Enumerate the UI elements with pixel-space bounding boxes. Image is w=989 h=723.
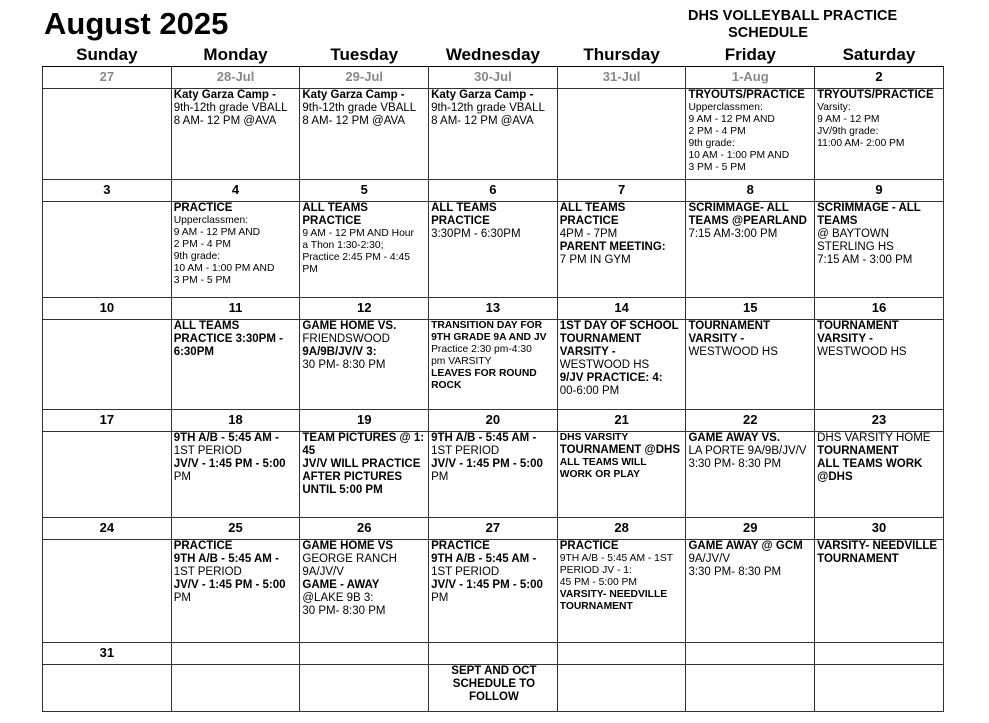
event-line: 9th grade: (173, 251, 221, 262)
event-line: VARSITY- NEEDVILLE (817, 540, 938, 552)
event-line: ALL TEAMS (173, 320, 240, 332)
day-number: 4 (171, 180, 300, 202)
event-line: Upperclassmen: (173, 215, 249, 226)
day-events-cell (43, 202, 172, 298)
day-number: 28 (557, 518, 686, 540)
event-line: Upperclassmen: (688, 102, 763, 113)
day-events-cell (815, 320, 944, 410)
day-number: 2 (815, 67, 944, 89)
event-line: PM (431, 471, 449, 483)
day-events-cell (557, 89, 686, 180)
event-line: GAME - AWAY (302, 579, 380, 591)
event-line: 10 AM - 1:00 PM AND (173, 263, 275, 274)
event-line: 8 AM- 12 PM @AVA (173, 115, 277, 127)
event-line: SCRIMMAGE - ALL (817, 202, 921, 214)
event-line: 9TH A/B - 5:45 AM - 1ST (559, 553, 674, 564)
event-line: TEAM PICTURES @ 1: (302, 432, 425, 444)
event-line: GEORGE RANCH (302, 553, 397, 565)
day-number: 26 (300, 518, 429, 540)
day-number: 10 (43, 298, 172, 320)
event-line: LA PORTE 9A/9B/JV/V (688, 445, 807, 457)
event-line: TRANSITION DAY FOR (431, 320, 543, 331)
date-row (43, 410, 944, 432)
event-line: 9th-12th grade VBALL (431, 102, 545, 114)
event-line: PRACTICE (431, 540, 490, 552)
date-row (43, 518, 944, 540)
day-events-cell (429, 665, 558, 712)
event-line: 9TH A/B - 5:45 AM - (173, 553, 279, 565)
day-number: 1-Aug (686, 67, 815, 89)
day-events-cell (686, 665, 815, 712)
event-line: 1ST DAY OF SCHOOL (559, 320, 679, 332)
weekday-monday: Monday (171, 44, 300, 67)
event-line: UNTIL 5:00 PM (302, 484, 383, 496)
event-line: TEAMS (817, 215, 858, 227)
day-events-cell (43, 540, 172, 643)
day-events-cell (815, 665, 944, 712)
event-line: VARSITY - (688, 333, 745, 345)
day-number: 21 (557, 410, 686, 432)
event-line: 7 PM IN GYM (559, 254, 631, 266)
date-row (43, 298, 944, 320)
event-line: DHS VARSITY (559, 432, 629, 443)
calendar-body (43, 67, 944, 712)
event-line: 9th-12th grade VBALL (173, 102, 288, 114)
day-number (686, 643, 815, 665)
day-events-cell (686, 432, 815, 518)
event-line: 9A/JV/V (688, 553, 730, 565)
event-line: LEAVES FOR ROUND (431, 368, 537, 379)
event-line: 2 PM - 4 PM (173, 239, 231, 250)
schedule-title-line-2: SCHEDULE (728, 25, 808, 41)
event-line: PRACTICE (559, 540, 619, 552)
day-events-cell (300, 665, 429, 712)
event-line: 3:30 PM- 8:30 PM (688, 458, 782, 470)
event-line: GAME HOME VS. (302, 320, 397, 332)
event-line: 30 PM- 8:30 PM (302, 359, 386, 371)
day-events-cell (171, 665, 300, 712)
day-events-cell (815, 89, 944, 180)
event-line: 00-6:00 PM (559, 385, 620, 397)
day-number: 3 (43, 180, 172, 202)
event-line: 9 AM - 12 PM AND (688, 114, 775, 125)
day-events-cell (300, 89, 429, 180)
event-line: Practice 2:45 PM - 4:45 (302, 252, 410, 263)
event-line: GAME HOME VS (302, 540, 394, 552)
event-line: 3:30PM - 6:30PM (431, 228, 521, 240)
events-row (43, 432, 944, 518)
event-line: TRYOUTS/PRACTICE (688, 89, 805, 101)
event-line: ALL TEAMS (302, 202, 368, 214)
calendar (42, 44, 944, 712)
day-number: 18 (171, 410, 300, 432)
event-line: DHS VARSITY HOME (817, 432, 931, 444)
event-line: 3 PM - 5 PM (173, 275, 231, 286)
date-row (43, 643, 944, 665)
events-row (43, 202, 944, 298)
event-line: @LAKE 9B 3: (302, 592, 374, 604)
day-events-cell (557, 540, 686, 643)
day-events-cell (429, 202, 558, 298)
event-line: ALL TEAMS (431, 202, 497, 214)
event-line: 10 AM - 1:00 PM AND (688, 150, 790, 161)
event-line: GAME AWAY VS. (688, 432, 781, 444)
day-events-cell (300, 320, 429, 410)
event-line: AFTER PICTURES (302, 471, 403, 483)
event-line: 8 AM- 12 PM @AVA (431, 115, 534, 127)
event-line: 1ST PERIOD (173, 445, 242, 457)
event-line: SCRIMMAGE- ALL (688, 202, 789, 214)
event-line: 9th grade: (688, 138, 735, 149)
day-events-cell (429, 540, 558, 643)
day-number: 23 (815, 410, 944, 432)
day-number: 24 (43, 518, 172, 540)
event-line: 9TH A/B - 5:45 AM - (431, 432, 537, 444)
event-line: PM (173, 471, 191, 483)
event-line: Katy Garza Camp - (431, 89, 534, 101)
event-line: @DHS (817, 471, 853, 483)
event-line: VARSITY- NEEDVILLE (559, 589, 668, 600)
date-row (43, 67, 944, 89)
day-events-cell (815, 202, 944, 298)
event-line: Varsity: (817, 102, 851, 113)
event-line: 9A/9B/JV/V 3: (302, 346, 377, 358)
event-line: 9TH GRADE 9A AND JV (431, 332, 547, 343)
event-line: 1ST PERIOD (173, 566, 242, 578)
day-events-cell (686, 89, 815, 180)
day-number: 15 (686, 298, 815, 320)
event-line: 30 PM- 8:30 PM (302, 605, 386, 617)
events-row (43, 89, 944, 180)
day-events-cell (557, 432, 686, 518)
day-events-cell (43, 320, 172, 410)
event-line: 4PM - 7PM (559, 228, 618, 240)
event-line: 8 AM- 12 PM @AVA (302, 115, 406, 127)
day-number: 12 (300, 298, 429, 320)
event-line: 2 PM - 4 PM (688, 126, 746, 137)
day-number (300, 643, 429, 665)
day-number: 20 (429, 410, 558, 432)
event-line: Katy Garza Camp - (173, 89, 276, 101)
event-line: PRACTICE (173, 202, 233, 214)
event-line: 3 PM - 5 PM (688, 162, 746, 173)
day-number (557, 643, 686, 665)
event-line: 9TH A/B - 5:45 AM - (173, 432, 279, 444)
event-line: FOLLOW (468, 691, 519, 703)
event-line: GAME AWAY @ GCM (688, 540, 803, 552)
day-number: 11 (171, 298, 300, 320)
event-line: 1ST PERIOD (431, 445, 500, 457)
event-line: VARSITY - (559, 346, 616, 358)
day-events-cell (557, 202, 686, 298)
event-line: 1ST PERIOD (431, 566, 500, 578)
day-events-cell (171, 202, 300, 298)
weekday-thursday: Thursday (557, 44, 686, 67)
schedule-title (688, 8, 898, 42)
event-line: 45 PM - 5:00 PM (559, 577, 638, 588)
month-title: August 2025 (44, 6, 229, 41)
event-line: 7:15 AM - 3:00 PM (817, 254, 913, 266)
event-line: PM (173, 592, 191, 604)
day-number: 14 (557, 298, 686, 320)
event-line: TRYOUTS/PRACTICE (817, 89, 934, 101)
day-events-cell (429, 320, 558, 410)
day-number: 5 (300, 180, 429, 202)
event-line: JV/V - 1:45 PM - 5:00 (431, 458, 543, 470)
event-line: PRACTICE (431, 215, 490, 227)
day-events-cell (557, 320, 686, 410)
weekday-wednesday: Wednesday (429, 44, 558, 67)
day-events-cell (171, 540, 300, 643)
day-events-cell (171, 320, 300, 410)
event-line: JV/V - 1:45 PM - 5:00 (173, 458, 286, 470)
event-line: TOURNAMENT (559, 333, 642, 345)
day-number: 17 (43, 410, 172, 432)
event-line: TOURNAMENT (688, 320, 770, 332)
event-line: @ BAYTOWN (817, 228, 890, 240)
day-number: 31 (43, 643, 172, 665)
event-line: ALL TEAMS WILL (559, 457, 647, 468)
day-events-cell (815, 432, 944, 518)
event-line: 9 AM - 12 PM AND (173, 227, 261, 238)
event-line: a Thon 1:30-2:30; (302, 240, 384, 251)
event-line: TOURNAMENT (817, 553, 899, 565)
event-line: SCHEDULE TO (452, 678, 536, 690)
day-number: 7 (557, 180, 686, 202)
event-line: 7:15 AM-3:00 PM (688, 228, 778, 240)
event-line: TOURNAMENT (817, 445, 899, 457)
day-number: 8 (686, 180, 815, 202)
event-line: PM (431, 592, 449, 604)
day-events-cell (171, 89, 300, 180)
day-number: 25 (171, 518, 300, 540)
day-number: 28-Jul (171, 67, 300, 89)
day-number: 27 (429, 518, 558, 540)
day-events-cell (43, 89, 172, 180)
event-line: PARENT MEETING: (559, 241, 666, 253)
event-line: PRACTICE 3:30PM - (173, 333, 283, 345)
event-line: 9 AM - 12 PM (817, 114, 880, 125)
events-row (43, 320, 944, 410)
event-line: PERIOD JV - 1: (559, 565, 632, 576)
event-line: TEAMS @PEARLAND (688, 215, 807, 227)
day-number: 29-Jul (300, 67, 429, 89)
day-number: 29 (686, 518, 815, 540)
day-events-cell (429, 432, 558, 518)
weekday-saturday: Saturday (815, 44, 944, 67)
event-line: ALL TEAMS WORK (817, 458, 923, 470)
event-line: 9TH A/B - 5:45 AM - (431, 553, 537, 565)
day-events-cell (43, 665, 172, 712)
event-line: 11:00 AM- 2:00 PM (817, 138, 905, 149)
weekday-friday: Friday (686, 44, 815, 67)
calendar-table (42, 44, 944, 712)
day-events-cell (686, 320, 815, 410)
weekday-tuesday: Tuesday (300, 44, 429, 67)
weekday-header-row (43, 44, 944, 67)
event-line: JV/9th grade: (817, 126, 879, 137)
day-events-cell (557, 665, 686, 712)
day-number: 27 (43, 67, 172, 89)
event-line: 9/JV PRACTICE: 4: (559, 372, 663, 384)
event-line: PRACTICE (302, 215, 362, 227)
schedule-title-line-1: DHS VOLLEYBALL PRACTICE (688, 8, 898, 24)
event-line: TOURNAMENT @DHS (559, 444, 681, 456)
day-events-cell (815, 540, 944, 643)
day-events-cell (429, 89, 558, 180)
day-number: 6 (429, 180, 558, 202)
events-row (43, 665, 944, 712)
day-number: 30-Jul (429, 67, 558, 89)
event-line: JV/V - 1:45 PM - 5:00 (431, 579, 543, 591)
day-number: 22 (686, 410, 815, 432)
day-number: 31-Jul (557, 67, 686, 89)
event-line: ALL TEAMS (559, 202, 626, 214)
event-line: FRIENDSWOOD (302, 333, 390, 345)
day-number: 9 (815, 180, 944, 202)
day-number: 30 (815, 518, 944, 540)
event-line: JV/V WILL PRACTICE (302, 458, 421, 470)
event-line: pm VARSITY (431, 356, 492, 367)
day-number (429, 643, 558, 665)
day-events-cell (300, 432, 429, 518)
events-row (43, 540, 944, 643)
day-events-cell (300, 202, 429, 298)
event-line: WORK OR PLAY (559, 469, 641, 480)
event-line: PM (302, 264, 318, 275)
event-line: Katy Garza Camp - (302, 89, 405, 101)
date-row (43, 180, 944, 202)
event-line: WESTWOOD HS (817, 346, 907, 358)
event-line: ROCK (431, 380, 462, 391)
day-events-cell (300, 540, 429, 643)
event-line: TOURNAMENT (559, 601, 633, 612)
event-line: PRACTICE (559, 215, 619, 227)
event-line: JV/V - 1:45 PM - 5:00 (173, 579, 286, 591)
weekday-sunday: Sunday (43, 44, 172, 67)
day-number: 19 (300, 410, 429, 432)
day-events-cell (686, 540, 815, 643)
day-number (815, 643, 944, 665)
day-number: 13 (429, 298, 558, 320)
event-line: 9A/JV/V (302, 566, 344, 578)
day-number: 16 (815, 298, 944, 320)
event-line: SEPT AND OCT (451, 665, 537, 677)
day-number (171, 643, 300, 665)
event-line: 45 (302, 445, 316, 457)
event-line: WESTWOOD HS (559, 359, 650, 371)
event-line: TOURNAMENT (817, 320, 899, 332)
event-line: 3:30 PM- 8:30 PM (688, 566, 782, 578)
event-line: Practice 2:30 pm-4:30 (431, 344, 532, 355)
event-line: 9 AM - 12 PM AND Hour (302, 228, 414, 239)
event-line: VARSITY - (817, 333, 873, 345)
day-events-cell (686, 202, 815, 298)
event-line: STERLING HS (817, 241, 894, 253)
day-events-cell (171, 432, 300, 518)
day-events-cell (43, 432, 172, 518)
event-line: 9th-12th grade VBALL (302, 102, 417, 114)
event-line: 6:30PM (173, 346, 214, 358)
event-line: PRACTICE (173, 540, 233, 552)
event-line: WESTWOOD HS (688, 346, 778, 358)
